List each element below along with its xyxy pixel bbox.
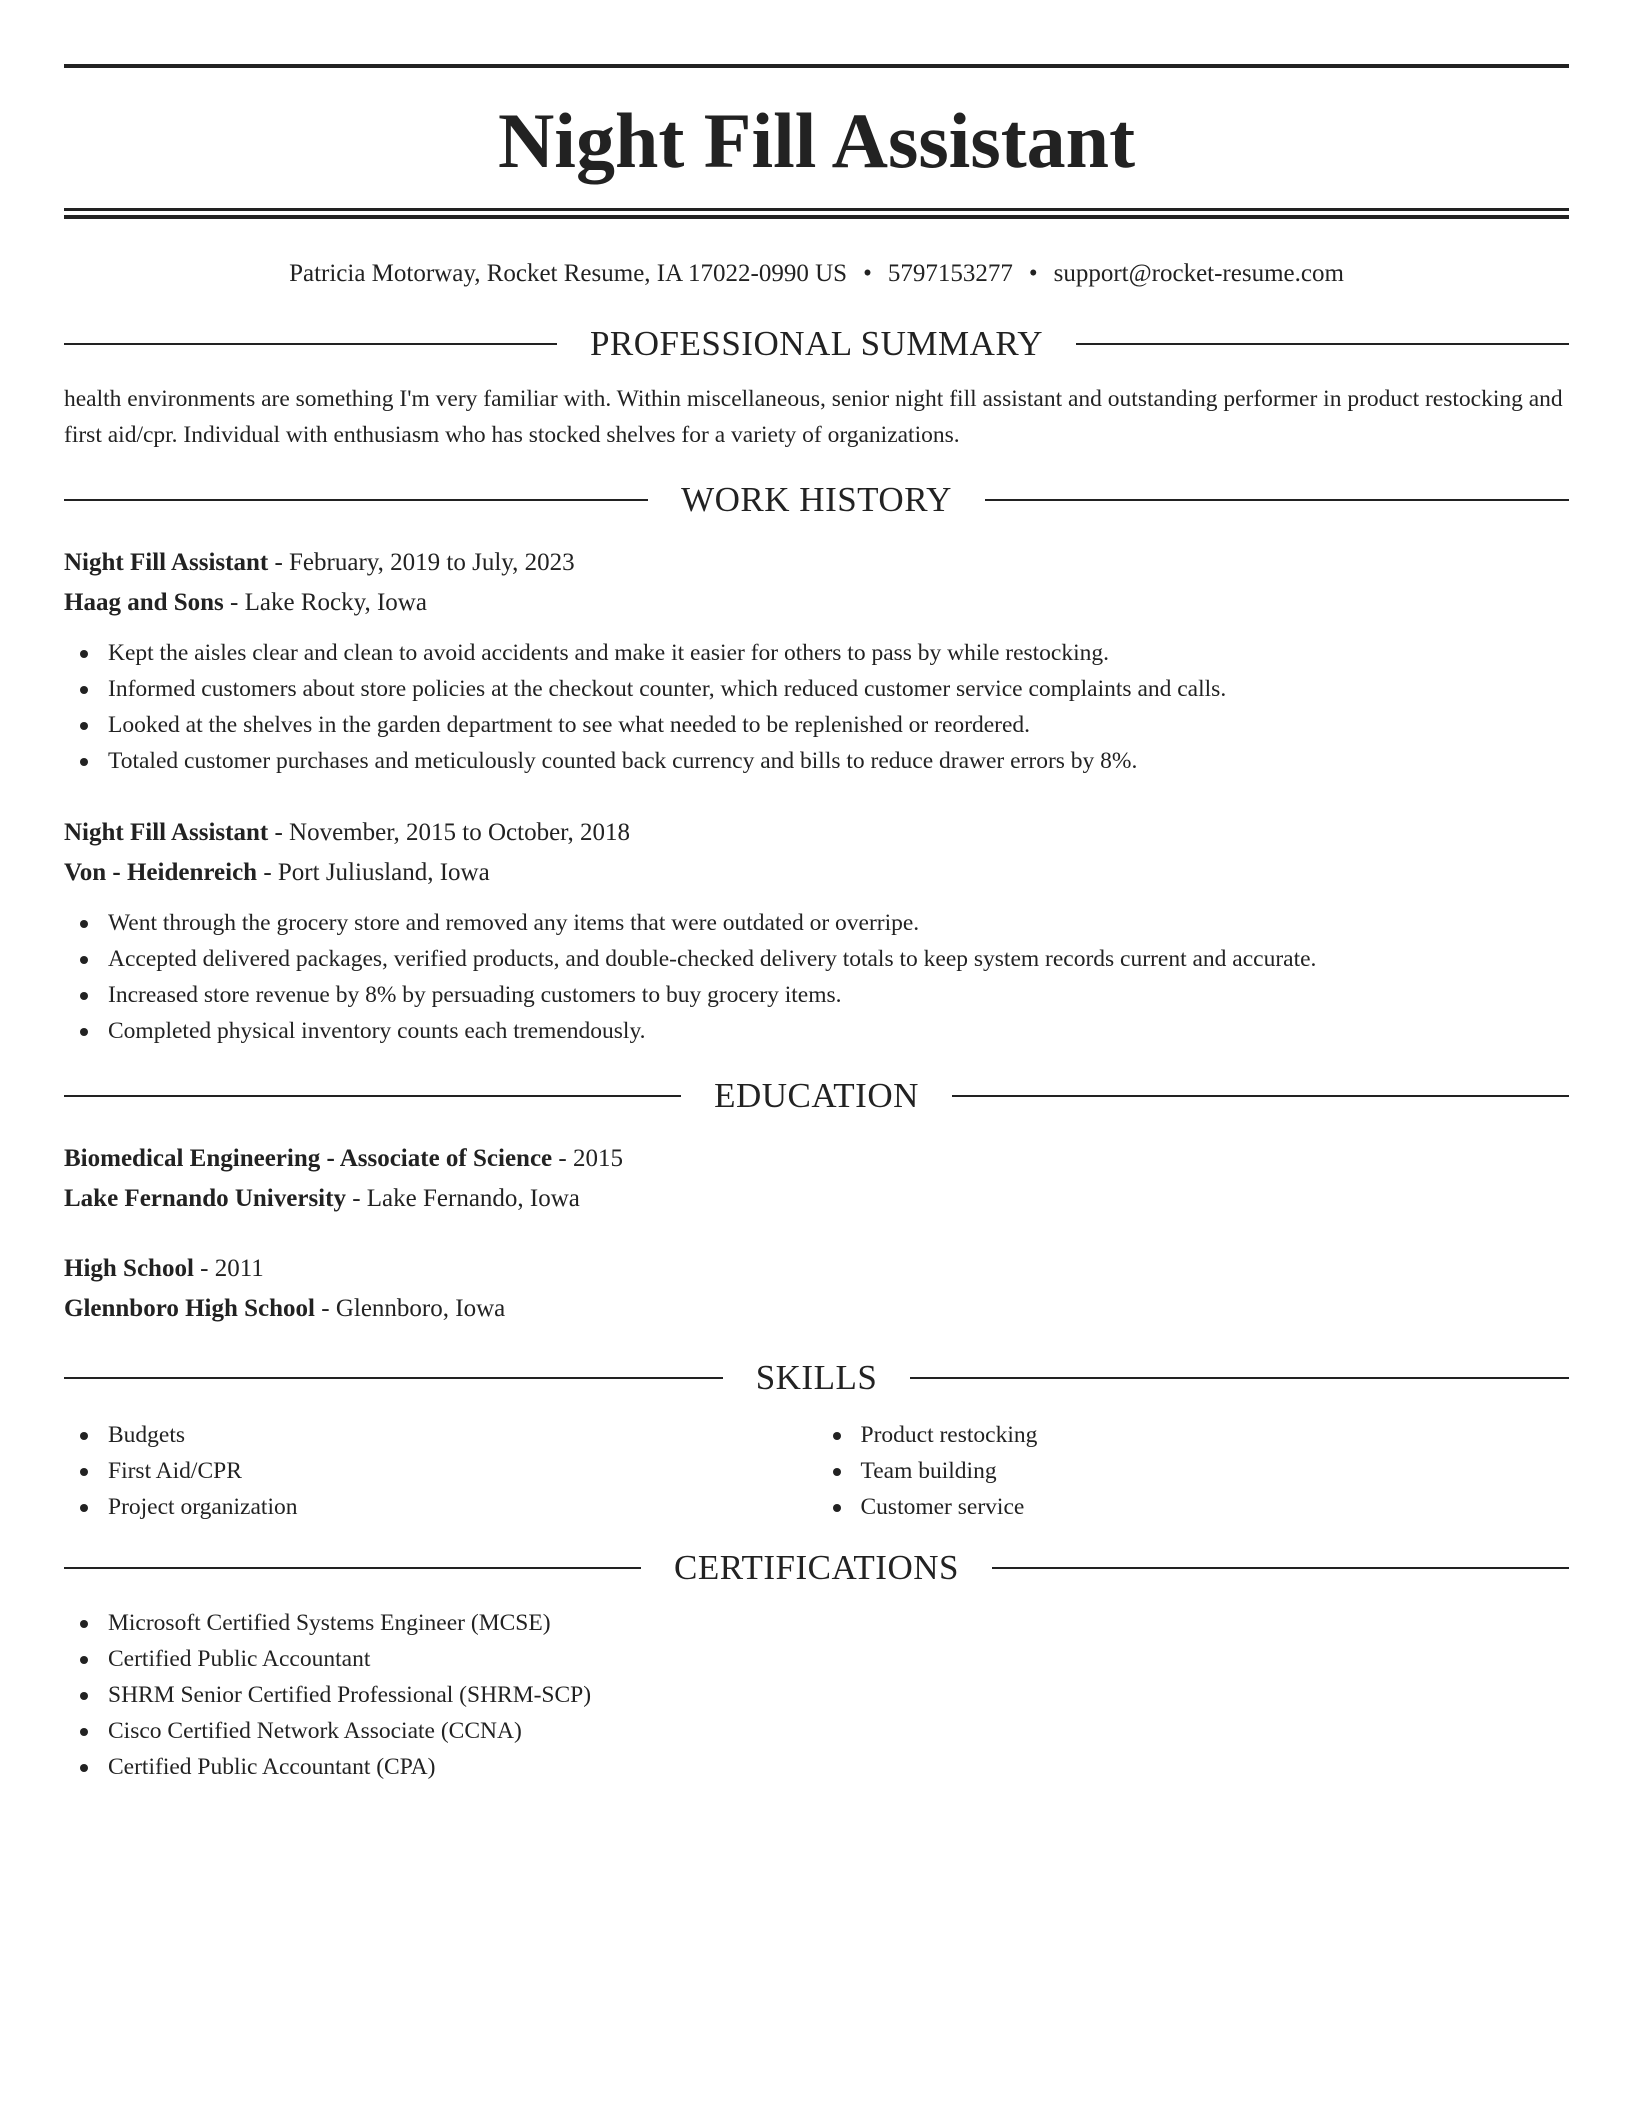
heading-rule: [992, 1567, 1569, 1569]
list-item: Team building: [817, 1453, 1570, 1489]
resume-page: [64, 64, 1569, 1785]
heading-rule: [1076, 343, 1569, 345]
skills-column-left: [64, 1417, 817, 1525]
education-degree-line: [64, 1139, 1569, 1179]
section-title: SKILLS: [755, 1358, 878, 1397]
heading-rule: [985, 499, 1569, 501]
list-item: Kept the aisles clear and clean to avoid accidents and make it easier for others to pass by while restocking.: [64, 635, 1569, 671]
job-title-line: [64, 543, 1569, 583]
summary-text: health environments are something I'm very familiar with. Within miscellaneous, senior night fill assistant and outstanding performer in product restocking and first aid/cpr. Individual with enthusiasm who has stocked shelves for a variety of organizations.: [64, 386, 1563, 448]
list-item: Certified Public Accountant (CPA): [64, 1749, 1569, 1785]
job-company-line: [64, 583, 1569, 623]
contact-separator: •: [863, 260, 872, 287]
section-title: WORK HISTORY: [681, 480, 952, 519]
contact-email: support@rocket-resume.com: [1053, 260, 1344, 287]
job-bullets: [64, 905, 1569, 1049]
job-title: Night Fill Assistant: [64, 549, 269, 576]
list-item: Customer service: [817, 1489, 1570, 1525]
education-entry: [64, 1139, 1569, 1219]
education-school: Lake Fernando University: [64, 1185, 346, 1212]
section-heading-skills: [64, 1353, 1569, 1403]
job-bullets: [64, 635, 1569, 779]
job-dates: - February, 2019 to July, 2023: [268, 549, 575, 576]
list-item: Completed physical inventory counts each tremendously.: [64, 1013, 1569, 1049]
heading-rule: [64, 1095, 681, 1097]
job-company: Haag and Sons: [64, 589, 224, 616]
job-title-line: [64, 813, 1569, 853]
education-degree-line: [64, 1249, 1569, 1289]
section-title: EDUCATION: [714, 1076, 919, 1115]
list-item: Accepted delivered packages, verified products, and double-checked delivery totals to keep system records current and accurate.: [64, 941, 1569, 977]
education-year: - 2015: [552, 1145, 623, 1172]
job-entry: [64, 813, 1569, 1049]
heading-rule: [64, 1567, 641, 1569]
list-item: First Aid/CPR: [64, 1453, 817, 1489]
list-item: SHRM Senior Certified Professional (SHRM-SCP): [64, 1677, 1569, 1713]
contact-separator: •: [1028, 260, 1038, 287]
list-item: Informed customers about store policies at the checkout counter, which reduced customer service complaints and calls.: [64, 671, 1569, 707]
contact-address: Patricia Motorway, Rocket Resume, IA 17022-0990 US: [289, 260, 848, 287]
list-item: Product restocking: [817, 1417, 1570, 1453]
education-entry: [64, 1249, 1569, 1329]
list-item: Totaled customer purchases and meticulously counted back currency and bills to reduce drawer errors by 8%.: [64, 743, 1569, 779]
education-school-line: [64, 1289, 1569, 1329]
job-entry: [64, 543, 1569, 779]
list-item: Went through the grocery store and removed any items that were outdated or overripe.: [64, 905, 1569, 941]
education-school: Glennboro High School: [64, 1295, 315, 1322]
contact-phone: 5797153277: [887, 260, 1013, 287]
list-item: Looked at the shelves in the garden department to see what needed to be replenished or reordered.: [64, 707, 1569, 743]
section-title: PROFESSIONAL SUMMARY: [589, 324, 1044, 363]
job-location: - Port Juliusland, Iowa: [257, 859, 490, 886]
education-degree: High School: [64, 1255, 194, 1282]
education-location: - Glennboro, Iowa: [315, 1295, 506, 1322]
heading-rule: [952, 1095, 1569, 1097]
resume-title: Night Fill Assistant: [497, 97, 1136, 184]
job-location: - Lake Rocky, Iowa: [223, 589, 427, 616]
list-item: Increased store revenue by 8% by persuading customers to buy grocery items.: [64, 977, 1569, 1013]
education-location: - Lake Fernando, Iowa: [345, 1185, 580, 1212]
heading-rule: [64, 499, 648, 501]
job-company-line: [64, 853, 1569, 893]
education-year: - 2011: [193, 1255, 264, 1282]
job-title: Night Fill Assistant: [64, 819, 269, 846]
list-item: Cisco Certified Network Associate (CCNA): [64, 1713, 1569, 1749]
education-school-line: [64, 1179, 1569, 1219]
skills-grid: [64, 1417, 1569, 1525]
heading-rule: [64, 1377, 723, 1379]
job-company: Von - Heidenreich: [64, 859, 258, 886]
list-item: Microsoft Certified Systems Engineer (MCSE): [64, 1605, 1569, 1641]
section-title: CERTIFICATIONS: [674, 1548, 959, 1587]
section-heading-education: [64, 1071, 1569, 1121]
certifications-list: [64, 1605, 1569, 1785]
contact-line: [64, 259, 1569, 289]
list-item: Budgets: [64, 1417, 817, 1453]
list-item: Project organization: [64, 1489, 817, 1525]
section-heading-summary: [64, 319, 1569, 369]
education-degree: Biomedical Engineering - Associate of Science: [64, 1145, 553, 1172]
section-heading-certifications: [64, 1543, 1569, 1593]
skills-column-right: [817, 1417, 1570, 1525]
heading-rule: [910, 1377, 1569, 1379]
job-dates: - November, 2015 to October, 2018: [268, 819, 631, 846]
title-double-rule: [64, 208, 1569, 219]
heading-rule: [64, 343, 557, 345]
list-item: Certified Public Accountant: [64, 1641, 1569, 1677]
section-heading-work: [64, 475, 1569, 525]
